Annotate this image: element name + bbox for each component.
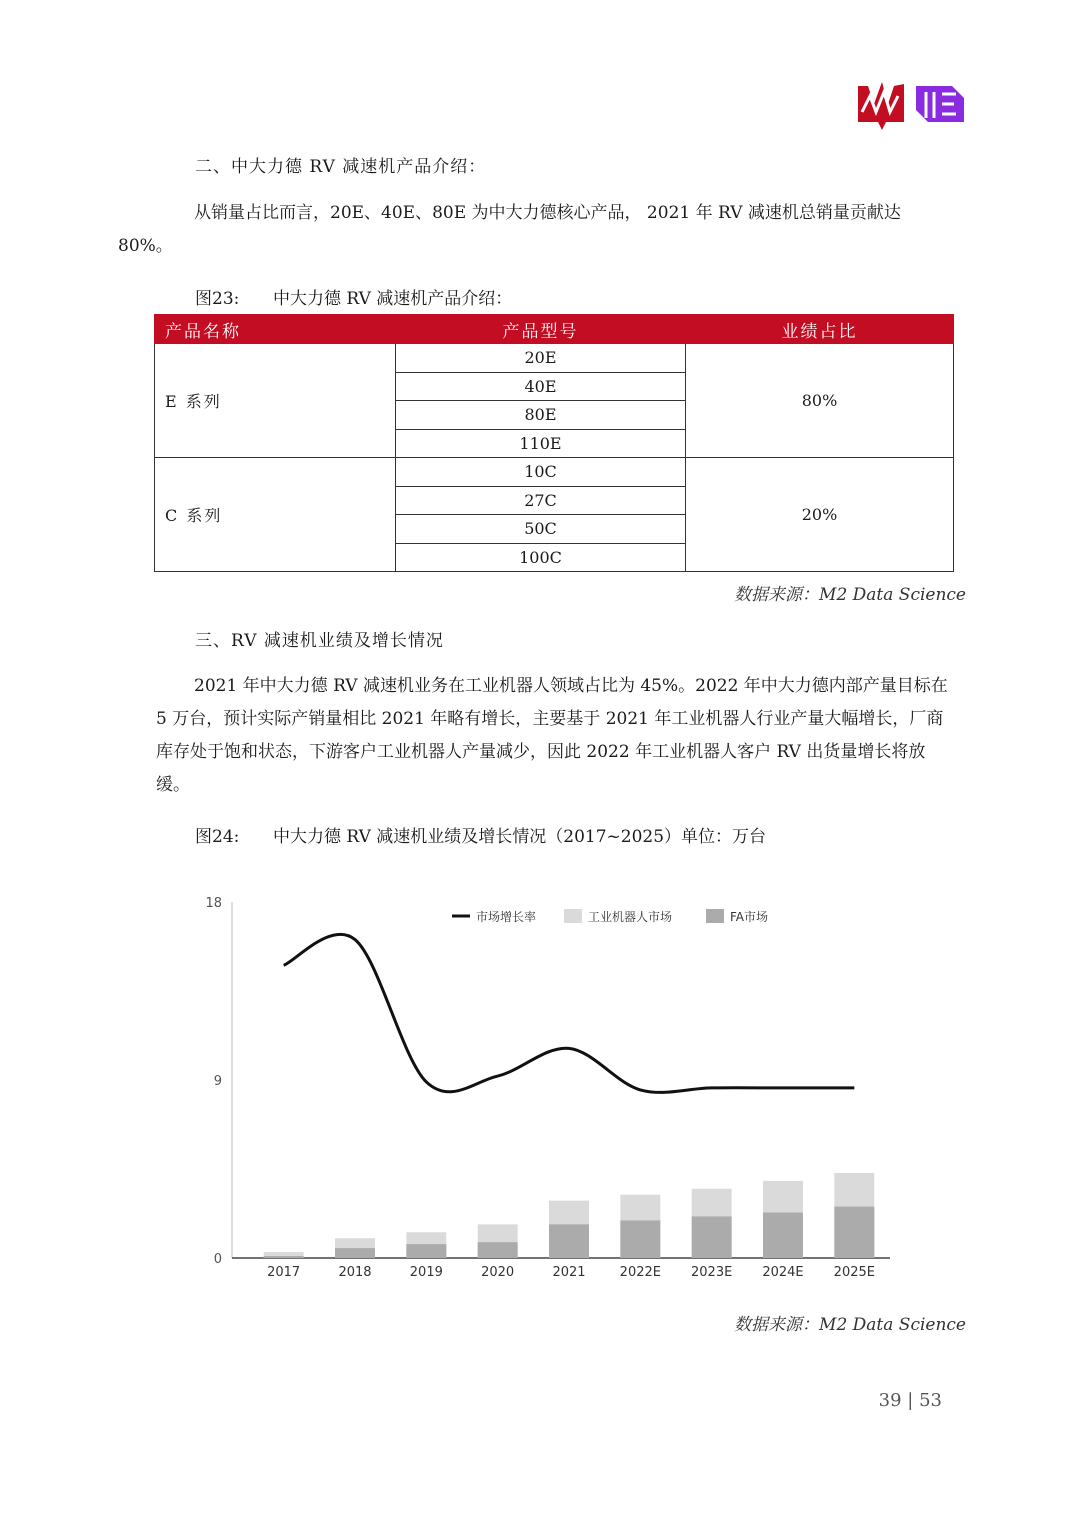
figure-24-caption (195, 822, 766, 847)
bar-fa-market (692, 1216, 732, 1258)
model-cell: 10C (396, 458, 686, 487)
figure-24-title: 中大力德 RV 减速机业绩及增长情况（2017~2025）单位：万台 (273, 827, 767, 847)
table-row (155, 344, 954, 373)
x-tick-label: 2023E (691, 1265, 733, 1280)
y-tick-label: 18 (205, 896, 222, 911)
x-tick-label: 2022E (619, 1265, 661, 1280)
bar-fa-market (406, 1244, 446, 1258)
x-tick-label: 2025E (833, 1265, 875, 1280)
section-2-heading: 二、中大力德 RV 减速机产品介绍： (195, 157, 487, 177)
model-cell: 100C (396, 543, 686, 572)
section-3-paragraph: 2021 年中大力德 RV 减速机业务在工业机器人领域占比为 45%。2022 年中大力德内部产量目标在 5 万台，预计实际产销量相比 2021 年略有增长，主要基于 2021 年工业机器人行业产量大幅增长，厂商库存处于饱和状态，下游客户工业机器人产量减少，因此 2022 年工业机器人客户 RV 出货量增长将放缓。 (156, 676, 948, 795)
figure-23-title: 中大力德 RV 减速机产品介绍： (273, 289, 513, 309)
model-cell: 80E (396, 401, 686, 430)
x-tick-label: 2018 (338, 1265, 372, 1280)
x-tick-label: 2019 (409, 1265, 443, 1280)
model-cell: 20E (396, 344, 686, 373)
line-market-growth (284, 934, 855, 1092)
bar-fa-market (549, 1224, 589, 1258)
x-tick-label: 2021 (552, 1265, 586, 1280)
header-product-model: 产品型号 (396, 315, 686, 344)
model-cell: 50C (396, 515, 686, 544)
legend-label-growth: 市场增长率 (476, 910, 537, 924)
share-cell-c: 20% (686, 458, 954, 572)
series-cell-c: C 系列 (155, 458, 396, 572)
bar-fa-market (264, 1256, 304, 1258)
series-cell-e: E 系列 (155, 344, 396, 458)
header-product-name: 产品名称 (155, 315, 396, 344)
header-performance-share: 业绩占比 (686, 315, 954, 344)
y-tick-label: 9 (213, 1074, 222, 1089)
model-cell: 110E (396, 429, 686, 458)
figure-23-caption (195, 284, 512, 309)
table-row (155, 458, 954, 487)
legend-label-industrial-robot: 工业机器人市场 (588, 910, 673, 924)
legend-swatch-fa (706, 909, 724, 923)
legend-label-fa: FA市场 (730, 910, 769, 924)
share-cell-e: 80% (686, 344, 954, 458)
bar-fa-market (834, 1207, 874, 1258)
logo-purple-mark (916, 86, 964, 122)
table-header-row (155, 315, 954, 344)
rv-growth-chart (190, 880, 910, 1290)
model-cell: 27C (396, 486, 686, 515)
x-tick-label: 2024E (762, 1265, 804, 1280)
page-number: 39 | 53 (878, 1390, 942, 1411)
section-2-paragraph (118, 197, 956, 263)
bar-fa-market (335, 1248, 375, 1258)
model-cell: 40E (396, 372, 686, 401)
legend-swatch-industrial-robot (564, 909, 582, 923)
x-tick-label: 2017 (267, 1265, 301, 1280)
section-2-line-2: 80%。 (118, 236, 173, 256)
y-tick-label: 0 (213, 1252, 222, 1267)
section-2-line-1: 从销量占比而言，20E、40E、80E 为中大力德核心产品， 2021 年 RV 减速机总销量贡献达 (194, 203, 901, 223)
product-table (154, 314, 954, 572)
x-tick-label: 2020 (481, 1265, 515, 1280)
bar-fa-market (763, 1213, 803, 1258)
figure-23-label: 图23: (195, 289, 240, 309)
figure-24-source: 数据来源：M2 Data Science (734, 1315, 966, 1335)
brand-logo (856, 78, 968, 130)
bar-fa-market (478, 1242, 518, 1258)
bar-fa-market (620, 1220, 660, 1258)
section-3-heading: 三、RV 减速机业绩及增长情况 (195, 631, 444, 651)
figure-23-source: 数据来源：M2 Data Science (734, 585, 966, 605)
figure-24-label: 图24: (195, 827, 240, 847)
